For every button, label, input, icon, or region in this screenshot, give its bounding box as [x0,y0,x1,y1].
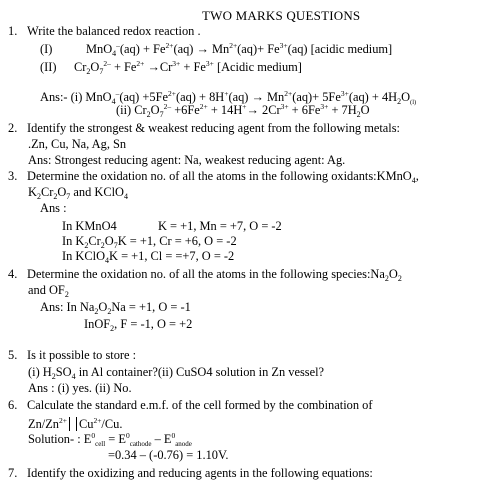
q5-number: 5. [8,348,18,362]
q1-answer-line-2: (ii) $Cr_2O_7^{2-} +6Fe^{2+} + 14H^+\to 2Cr^{3+} + 6Fe^{3+} + 7H_2O$ [116,102,370,119]
q1-part-i-equation: $MnO_4^-(aq) + Fe^{2+}(aq) \to Mn^{2+}(aq)+ Fe^{3+}(aq)$ [acidic medium] [86,41,393,58]
q5-answer: Ans : (i) yes. (ii) No. [28,381,132,395]
q3-answer-kclo4: In KClO$_4$K = +1, Cl = =+7, O = -2 [62,249,235,265]
q3-answer-kmno4-label: In KMnO4 [62,219,117,233]
q2-text: Identify the strongest & weakest reducing agent from the following metals: [27,121,400,135]
q3-number: 3. [8,169,18,183]
q4-text-continued: and $OF_2$ [28,283,69,299]
q4-answer-of2: InOF$_2$, F = -1, O = +2 [84,317,193,333]
q6-solution-formula: Solution- : $E^0_{cell} = E^0_{cathode} - E^0_{anode}$ [28,431,192,448]
q4-text: Determine the oxidation no. of all the atoms in the following $species:Na_2O_2$ [27,267,402,283]
q6-cell-notation: $Zn/Zn^{2+}$ $Cu^{2+}/Cu$. [28,416,123,431]
q3-answer-k2cr2o7: In $K_2Cr_2O_7K = +1$, Cr = +6, O = -2 [62,234,237,250]
q1-part-i-label: (I) [40,42,53,56]
q5-text: Is it possible to store : [27,348,137,362]
salt-bridge-icon [69,417,77,431]
q6-text: Calculate the standard e.m.f. of the cell formed by the combination of [27,398,373,412]
q1-number: 1. [8,24,18,38]
q2-answer: Ans: Strongest reducing agent: Na, weakest reducing agent: Ag. [28,153,346,167]
q3-text: Determine the oxidation no. of all the atoms in the following oxidants:KMnO$_4$, [27,169,419,185]
q6-number: 6. [8,398,18,412]
page-title: TWO MARKS QUESTIONS [202,8,361,23]
q7-number: 7. [8,466,18,480]
q3-answer-kmno4-values: K = +1, Mn = +7, O = -2 [158,219,282,233]
q3-answer-label: Ans : [40,201,67,215]
q4-number: 4. [8,267,18,281]
q6-solution-result: =0.34 – (-0.76) = 1.10V. [108,448,229,462]
q1-part-ii-label: (II) [40,60,57,74]
q7-text: Identify the oxidizing and reducing agents in the following equations: [27,466,373,480]
q3-text-continued: $K_2Cr_2O_7$ and KClO$_4$ [28,185,128,201]
q5-question-parts: (i) $H_2SO_4$ in Al container?(ii) CuSO4 solution in Zn vessel? [28,365,325,381]
q4-answer-na2o2: Ans: In $Na_2O_2Na = +1$, O = -1 [40,300,191,316]
q1-answer-line-1: Ans:- (i) $MnO_4^-(aq) +5Fe^{2+}(aq) + 8H^+(aq) \to Mn^{2+}(aq)+ 5Fe^{3+}(aq) + 4H_2O_{(l)}$ [40,89,417,106]
q2-number: 2. [8,121,18,135]
q1-part-ii-equation: $Cr_2O_7^{2-} + Fe^{2+} \to Cr^{3+} + Fe^{3+}$ [Acidic medium] [74,59,302,76]
q2-metals-list: .Zn, Cu, Na, Ag, Sn [28,137,127,151]
q1-text: Write the balanced redox reaction . [27,24,201,38]
